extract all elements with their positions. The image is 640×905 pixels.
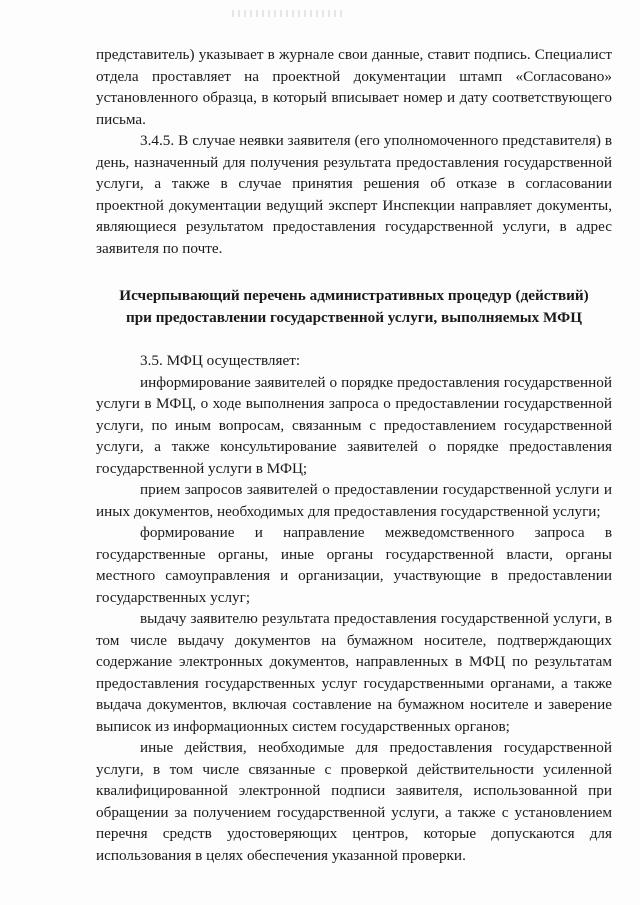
spacer bbox=[96, 259, 612, 285]
section-heading bbox=[96, 285, 612, 328]
list-item-other-actions: иные действия, необходимые для предоставления государственной услуги, в том числе связанные с проверкой действительности усиленной квалифицированной электронной подписи заявителя, использованной при обращении за получением государственной услуги, а также с установлением перечня средств удостоверяющих центров, которые допускаются для использования в целях обеспечения указанной проверки. bbox=[96, 739, 612, 864]
section-heading-line1: Исчерпывающий перечень административных процедур (действий) bbox=[119, 287, 589, 304]
section-heading-line2: при предоставлении государственной услуги, выполняемых МФЦ bbox=[125, 308, 583, 326]
list-item-issuance: выдачу заявителю результата предоставления государственной услуги, в том числе выдачу документов на бумажном носителе, подтверждающих содержание электронных документов, направленных в МФЦ по результатам предоставления государственных услуг государственными органами, а также выдача документов, включая составление на бумажном носителе и заверение выписок из информационных систем государственных органов; bbox=[96, 610, 612, 735]
list-item-interagency-request: формирование и направление межведомственного запроса в государственные органы, иные органы государственной власти, органы местного самоуправления и организации, участвующие в предоставлении государственных услуг; bbox=[96, 524, 612, 606]
document-body bbox=[96, 44, 612, 866]
spacer bbox=[96, 328, 612, 350]
paragraph-3-4-5: 3.4.5. В случае неявки заявителя (его уполномоченного представителя) в день, назначенный для получения результата предоставления государственной услуги, а также в случае принятия решения об отказе в согласовании проектной документации ведущий эксперт Инспекции направляет документы, являющиеся результатом предоставления государственной услуги, в адрес заявителя по почте. bbox=[96, 132, 612, 257]
list-item-reception: прием запросов заявителей о предоставлении государственной услуги и иных документов, необходимых для предоставления государственной услуги; bbox=[96, 481, 612, 520]
paragraph-continuation: представитель) указывает в журнале свои данные, ставит подпись. Специалист отдела проставляет на проектной документации штамп «Согласовано» установленного образца, в который вписывает номер и дату соответствующего письма. bbox=[96, 46, 612, 128]
scan-artifact bbox=[232, 10, 344, 17]
paragraph-3-5-intro: 3.5. МФЦ осуществляет: bbox=[140, 352, 301, 369]
list-item-informing: информирование заявителей о порядке предоставления государственной услуги в МФЦ, о ходе выполнения запроса о предоставлении государственной услуги, по иным вопросам, связанным с предоставлением государственной услуги, а также консультирование заявителей о порядке предоставления государственной услуги в МФЦ; bbox=[96, 373, 612, 477]
